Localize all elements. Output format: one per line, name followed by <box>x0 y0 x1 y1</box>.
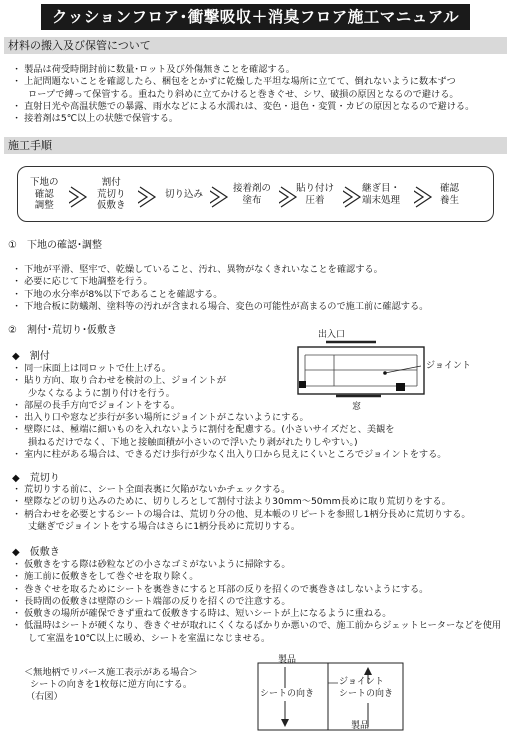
list-item: ・ 長時間の仮敷きは壁際のシート端部の反りを招くので注意する。 <box>12 595 291 607</box>
storage-list <box>12 64 511 125</box>
karishiki-heading: ◆ 仮敷き <box>12 547 60 558</box>
substrate-list <box>12 264 511 313</box>
list-item-continuation: 丈継ぎでジョイントをする場合はさらに1柄分長めに荒切りする。 <box>28 520 301 532</box>
flow-step-adhesive: 接着剤の 塗布 <box>233 183 272 206</box>
warituke-heading: ◆ 割付 <box>12 351 50 362</box>
list-item: ・ 下地の水分率が8%以下であることを確認する。 <box>12 288 223 300</box>
page-title: クッションフロア･衝撃吸収＋消臭フロア施工マニュアル <box>41 4 470 30</box>
list-item: ・ 壁際には、極端に細いものを入れないように割付を配慮する。(小さいサイズだと、美観を <box>12 424 395 436</box>
chevron-right-icon <box>138 186 158 208</box>
list-item: ・ 柄合わせを必要とするシートの場合は、荒切り分の他、見本帳のリピートを参照し1柄分長めに荒切りする。 <box>12 508 471 520</box>
reverse-joint-label: ジョイント <box>339 677 384 687</box>
list-item: ・ 巻きぐせを取るためにシートを裏巻きにすると耳部の反りを招くので裏巻きはしないようにする。 <box>12 583 429 595</box>
karishiki-list <box>12 559 511 645</box>
chevron-right-icon <box>69 186 89 208</box>
window-label: 窓 <box>352 402 362 412</box>
entrance-label: 出入口 <box>318 330 346 340</box>
list-item: ・ 荒切りする前に、シート全面表裏に欠陥がないかチェックする。 <box>12 484 291 495</box>
joint-label: ジョイント <box>426 361 471 371</box>
list-item: ・ 貼り方向、取り合わせを検討の上、ジョイントが <box>12 375 227 387</box>
list-item: ・ 必要に応じて下地調整を行う。 <box>12 276 153 288</box>
flow-step-cutting: 切り込み <box>165 189 204 200</box>
chevron-right-icon <box>210 186 230 208</box>
flow-step-inspection: 確認 養生 <box>440 183 460 206</box>
list-item: ・ 室内に柱がある場合は、できるだけ歩行が少なく出入り口から見えにくいところでジョイントをする。 <box>12 449 447 461</box>
flow-step-layout: 割付 荒切り 仮敷き <box>97 177 126 211</box>
list-item: ・ 壁際などの切り込みのために、切りしろとして割付寸法より30mm～50mm長めに取り荒切りをする。 <box>12 496 451 508</box>
product-top-label: 製品 <box>278 655 297 665</box>
list-item-continuation: 損ねるだけでなく、下地と接触面積が小さいので浮いたり剥がれたりしやすい。) <box>28 436 358 448</box>
flow-step-seam: 継ぎ目・ 端末処理 <box>362 183 401 206</box>
list-item: ・ 下地合板に防蟻剤、塗料等の汚れが含まれる場合、変色の可能性が高まるので施工前に確認する。 <box>12 300 429 312</box>
list-item: ・ 上記問題ないことを確認したら、梱包をとかずに乾燥した平坦な場所に立てて、倒れないように数本ずつ <box>12 76 456 88</box>
list-item: ・ 仮敷きの場所が確保できず重ねて仮敷きする時は、短いシートが上になるように重ねる。 <box>12 608 392 620</box>
chevron-right-icon <box>414 186 434 208</box>
reverse-note: ＜無地柄でリバース施工表示がある場合＞ シートの向きを1枚毎に逆方向にする。 （右図） <box>24 667 198 702</box>
list-item: ・ 下地が平滑、堅牢で、乾燥していること、汚れ、異物がなくきれいなことを確認する。 <box>12 264 383 275</box>
list-item: ・ 仮敷きをする際は砂粒などの小さなゴミがないように掃除する。 <box>12 559 291 570</box>
product-bottom-label: 製品 <box>351 721 370 731</box>
direction-left-label: シートの向き <box>260 689 315 699</box>
list-item: ・ 施工前に仮敷きをして巻ぐせを取り除く。 <box>12 571 199 583</box>
list-item-continuation: ロープで縛って保管する。重ねたり斜めに立てかけると巻きぐせ、シワ、破損の原因となるので避ける。 <box>28 88 459 100</box>
subsection-heading-substrate: ① 下地の確認･調整 <box>8 240 102 251</box>
list-item: ・ 直射日光や高温状態での暴露、雨水などによる水濡れは、変色・退色・変質・カビの原因となるので避ける。 <box>12 100 475 112</box>
list-item: ・ 製品は荷受時開封前に数量･ロット及び外傷無きことを確認する。 <box>12 64 295 75</box>
list-item-continuation: して室温を10℃以上に暖め、シートを室温になじませる。 <box>28 632 271 644</box>
direction-right-label: シートの向き <box>339 689 394 699</box>
list-item: ・ 接着剤は5℃以上の状態で保管する。 <box>12 113 179 125</box>
flow-step-substrate: 下地の 確認 調整 <box>30 177 59 211</box>
section-heading-storage: 材料の搬入及び保管について <box>4 37 507 54</box>
chevron-right-icon <box>343 186 363 208</box>
list-item: ・ 出入り口や窓など歩行が多い場所にジョイントがこないようにする。 <box>12 412 309 424</box>
list-item: ・ 部屋の長手方向でジョイントをする。 <box>12 399 181 411</box>
subsection-heading-layout: ② 割付･荒切り･仮敷き <box>8 325 117 336</box>
aragiri-heading: ◆ 荒切り <box>12 473 60 484</box>
flow-step-bonding: 貼り付け 圧着 <box>296 183 335 206</box>
list-item-continuation: 少なくなるように割り付けを行う。 <box>28 387 175 399</box>
list-item: ・ 同一床面上は同ロットで仕上げる。 <box>12 363 171 374</box>
aragiri-list <box>12 484 511 533</box>
list-item: ・ 低温時はシートが硬くなり、巻きぐせが取れにくくなるばかりか悪いので、施工前からジェットヒーターなどを使用 <box>12 620 502 632</box>
warituke-list <box>12 363 511 461</box>
section-heading-procedure: 施工手順 <box>4 137 507 154</box>
